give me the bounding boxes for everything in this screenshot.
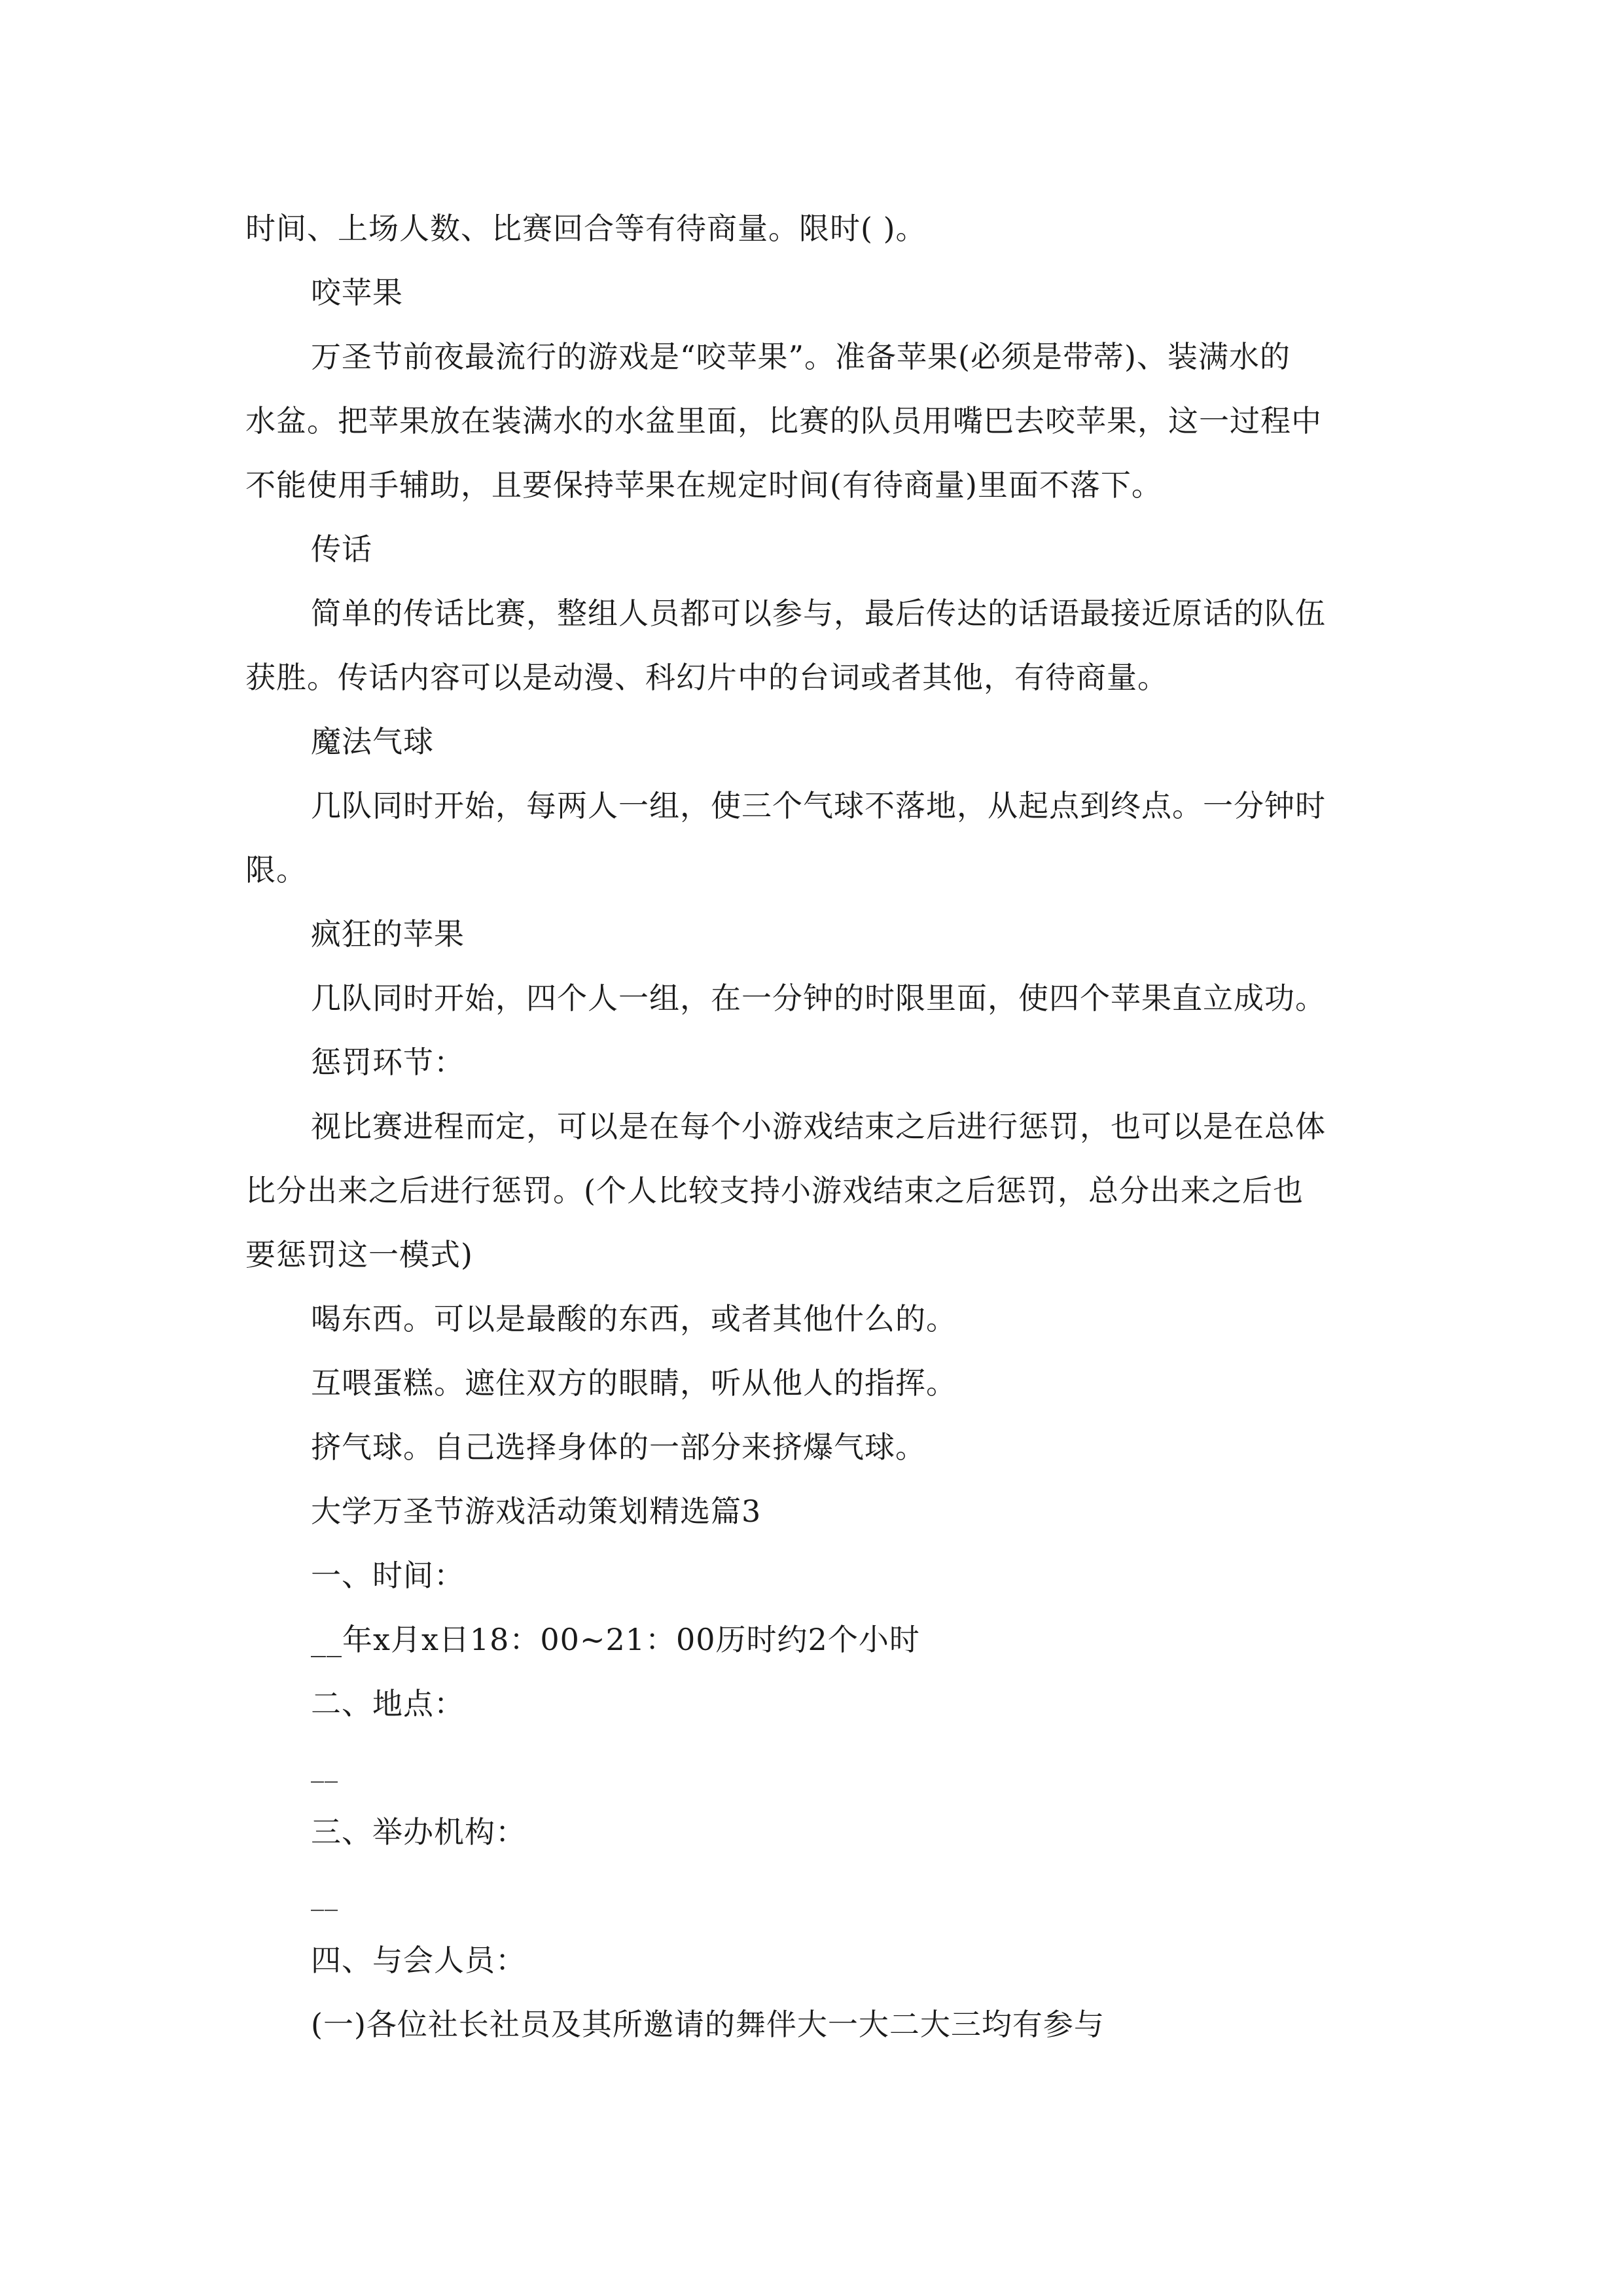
- section-heading: 三、举办机构：: [311, 1814, 526, 1850]
- document-body: [245, 196, 1397, 2056]
- paragraph-line: __年x月x日18：00~21：00历时约2个小时: [311, 1622, 920, 1657]
- paragraph-line: 要惩罚这一模式): [245, 1237, 473, 1272]
- article-title: 大学万圣节游戏活动策划精选篇3: [311, 1494, 762, 1529]
- section-heading: 咬苹果: [311, 275, 403, 310]
- list-item: 互喂蛋糕。遮住双方的眼睛，听从他人的指挥。: [311, 1365, 957, 1401]
- list-item: 挤气球。自己选择身体的一部分来挤爆气球。: [311, 1429, 926, 1465]
- paragraph-line: 几队同时开始，每两人一组，使三个气球不落地，从起点到终点。一分钟时: [311, 788, 1326, 823]
- text-line: 时间、上场人数、比赛回合等有待商量。限时( )。: [245, 211, 927, 246]
- section-heading: 魔法气球: [311, 724, 434, 759]
- paragraph-line: 限。: [245, 852, 307, 888]
- paragraph-line: 万圣节前夜最流行的游戏是“咬苹果”。准备苹果(必须是带蒂)、装满水的: [311, 339, 1291, 374]
- section-heading: 四、与会人员：: [311, 1943, 526, 1978]
- paragraph-line: 几队同时开始，四个人一组，在一分钟的时限里面，使四个苹果直立成功。: [311, 980, 1326, 1016]
- section-heading: 一、时间：: [311, 1558, 465, 1593]
- paragraph-line: 视比赛进程而定，可以是在每个小游戏结束之后进行惩罚，也可以是在总体: [311, 1109, 1326, 1144]
- paragraph-line: 比分出来之后进行惩罚。(个人比较支持小游戏结束之后惩罚，总分出来之后也: [245, 1173, 1304, 1208]
- list-item: 喝东西。可以是最酸的东西，或者其他什么的。: [311, 1301, 957, 1336]
- section-heading: 二、地点：: [311, 1686, 465, 1721]
- blank-placeholder: __: [311, 1753, 338, 1783]
- paragraph-line: 水盆。把苹果放在装满水的水盆里面，比赛的队员用嘴巴去咬苹果，这一过程中: [245, 403, 1322, 439]
- paragraph-line: 获胜。传话内容可以是动漫、科幻片中的台词或者其他，有待商量。: [245, 660, 1168, 695]
- paragraph-line: (一)各位社长社员及其所邀请的舞伴大一大二大三均有参与: [311, 2007, 1105, 2042]
- paragraph-line: 简单的传话比赛，整组人员都可以参与，最后传达的话语最接近原话的队伍: [311, 596, 1326, 631]
- section-heading: 传话: [311, 531, 372, 567]
- blank-placeholder: __: [311, 1881, 338, 1911]
- paragraph-line: 不能使用手辅助，且要保持苹果在规定时间(有待商量)里面不落下。: [245, 467, 1162, 503]
- section-heading: 疯狂的苹果: [311, 916, 465, 952]
- section-heading: 惩罚环节：: [311, 1045, 465, 1080]
